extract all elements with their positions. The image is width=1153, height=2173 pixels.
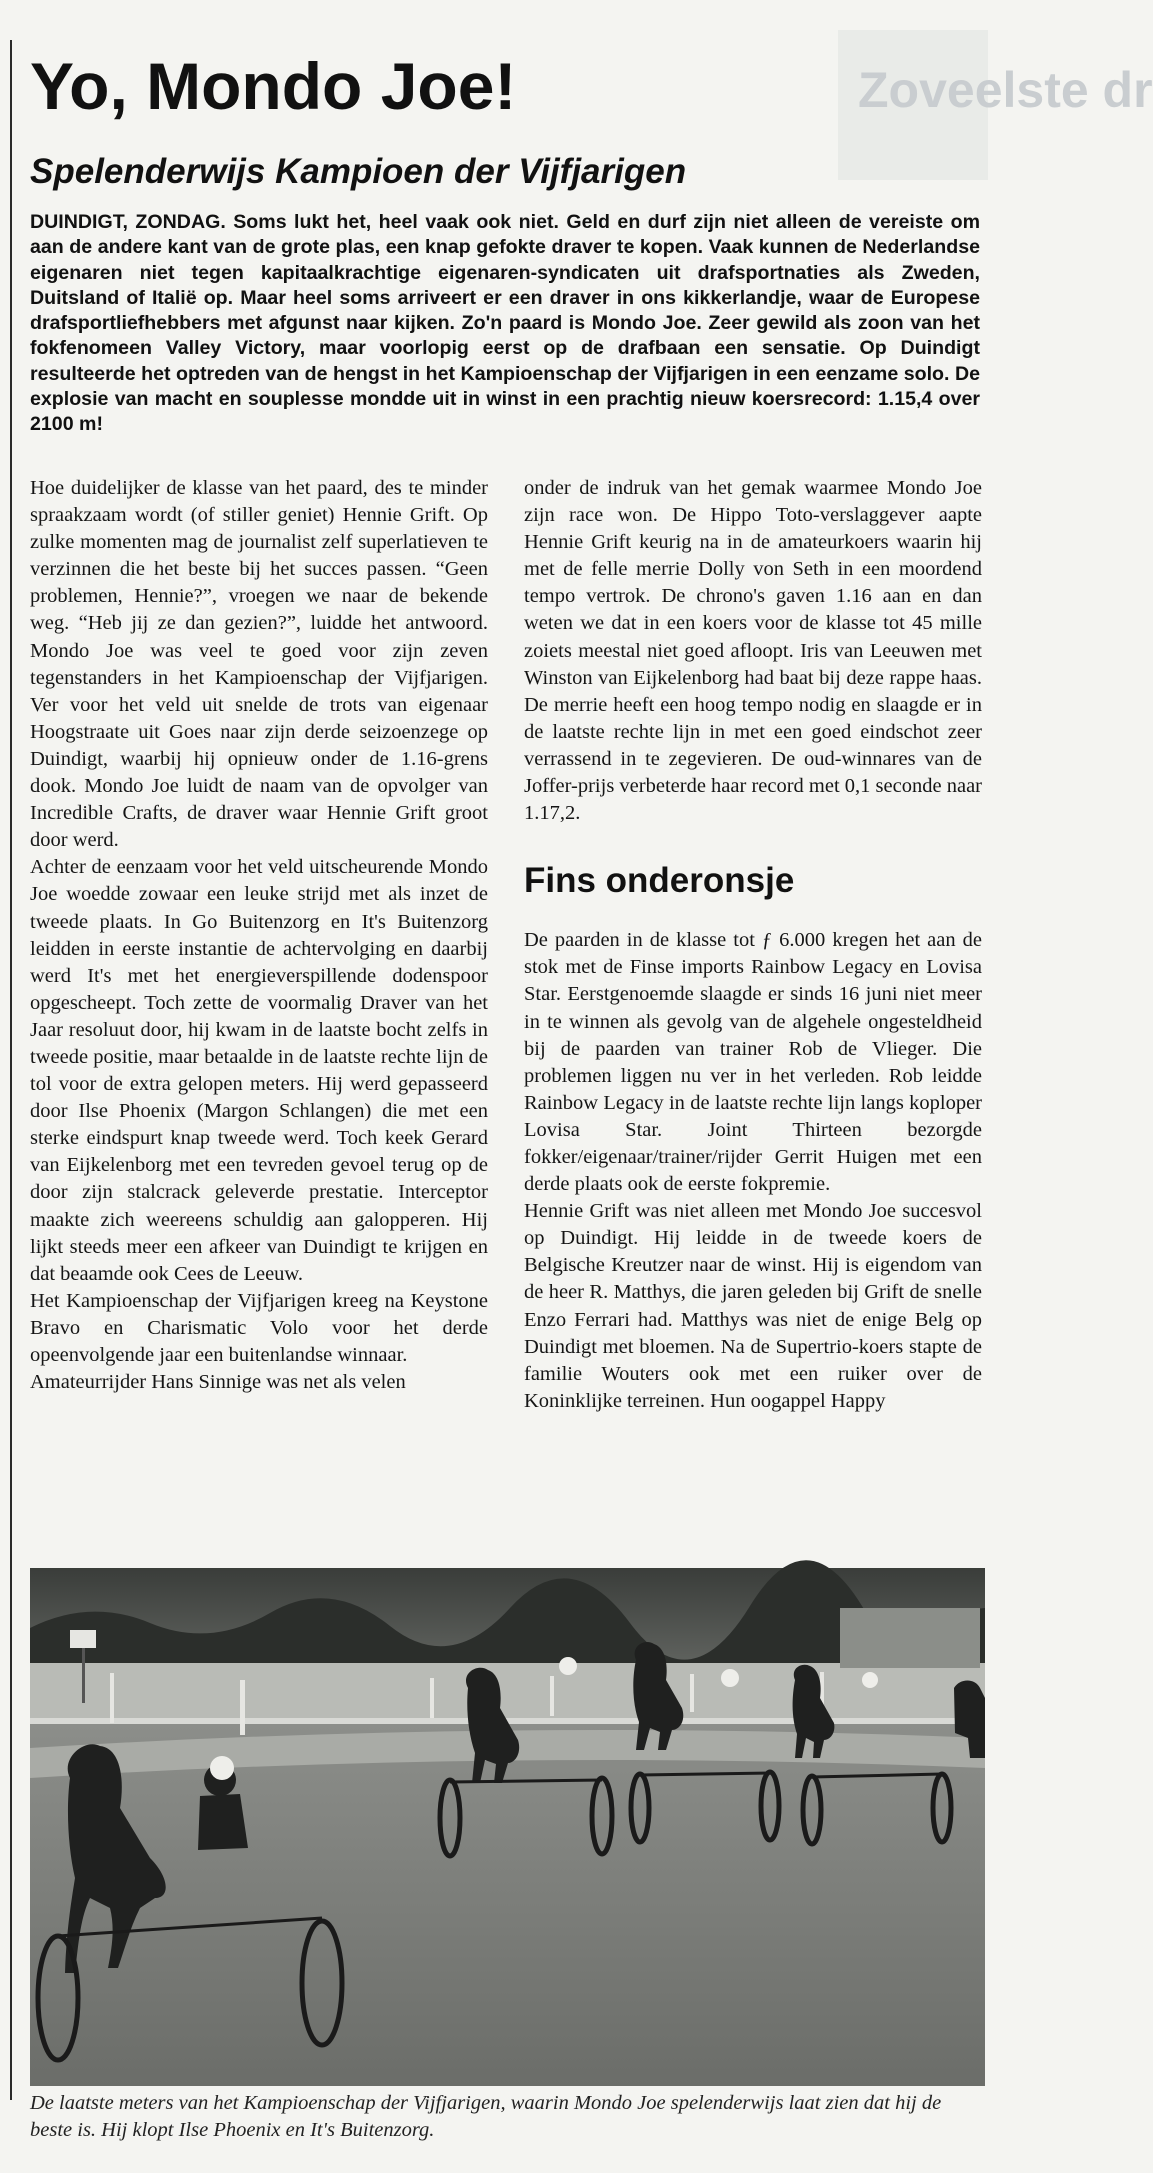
paragraph: Het Kampioenschap der Vijfjarigen kreeg na Keystone Bravo en Charismatic Volo voor het derde opeenvolgende jaar een buitenlandse winnaar. bbox=[30, 1289, 488, 1366]
adjacent-page-bleed bbox=[838, 30, 1153, 180]
paragraph: De paarden in de klasse tot ƒ 6.000 kregen het aan de stok met de Finse imports Rainbow Legacy en Lovisa Star. Eerstgenoemde slaagde er sinds 16 juni niet meer in te winnen als gevolg van de algehele ongesteldheid bij de paarden van trainer Rob de Vlieger. Die problemen liggen nu ver in het verleden. Rob leidde Rainbow Legacy in de laatste rechte lijn langs koploper Lovisa Star. Joint Thirteen bezorgde fokker/eigenaar/trainer/rijder Gerrit Huigen met een derde plaats ook de eerste fokpremie. bbox=[524, 929, 982, 1196]
photo-caption: De laatste meters van het Kampioenschap der Vijfjarigen, waarin Mondo Joe spelenderwijs laat zien dat hij de beste is. Hij klopt Ilse Phoenix en It's Buitenzorg. bbox=[30, 2092, 942, 2141]
adjacent-headline-fragment: Zoveelste dr bbox=[858, 62, 1153, 118]
body-column-left bbox=[30, 475, 488, 1396]
article-intro: DUINDIGT, ZONDAG. Soms lukt het, heel vaak ook niet. Geld en durf zijn niet alleen de vereiste om aan de andere kant van de grote plas, een knap gefokte draver te kopen. Vaak kunnen de Nederlandse eigenaren niet tegen kapitaalkrachtige eigenaren-syndicaten uit drafsportnaties als Zweden, Duitsland of Italië op. Maar heel soms arriveert er een draver in ons kikkerlandje, waar de Europese drafsportliefhebbers met afgunst naar kijken. Zo'n paard is Mondo Joe. Zeer gewild als zoon van het fokfenomeen Valley Victory, maar voorlopig eerst op de drafbaan een sensatie. Op Duindigt resulteerde het optreden van de hengst in het Kampioenschap der Vijfjarigen in een eenzame solo. De explosie van macht en souplesse mondde uit in winst in een prachtig nieuw koersrecord: 1.15,4 over 2100 m! bbox=[30, 211, 980, 436]
paragraph: Achter de eenzaam voor het veld uitscheurende Mondo Joe woedde zowaar een leuke strijd met als inzet de tweede plaats. In Go Buitenzorg en It's Buitenzorg leidden in eerste instantie de achtervolging en daarbij werd It's met het energieverspillende dodenspoor opgescheept. Toch zette de voormalig Draver van het Jaar resoluut door, hij kwam in de laatste bocht zelfs in tweede positie, maar betaalde in de laatste rechte lijn de tol voor de extra gelopen meters. Hij werd gepasseerd door Ilse Phoenix (Margon Schlangen) die met een sterke eindspurt knap tweede werd. Toch keek Gerard van Eijkelenborg met een tevreden gevoel terug op de door zijn stalcrack geleverde prestatie. Interceptor maakte zich weereens schuldig aan galopperen. Hij lijkt steeds meer een afkeer van Duindigt te krijgen en dat beaamde ook Cees de Leeuw. bbox=[30, 856, 488, 1285]
paragraph: onder de indruk van het gemak waarmee Mondo Joe zijn race won. De Hippo Toto-verslaggever aapte Hennie Grift keurig na in de amateurkoers waarin hij met de felle merrie Dolly von Seth in een moordend tempo vertrok. De chrono's gaven 1.16 aan en dan weten we dat in een koers voor de klasse tot 45 mille zoiets meestal niet goed afloopt. Iris van Leeuwen met Winston van Eijkelenborg had baat bij deze rappe haas. De merrie heeft een hoog tempo nodig en slaagde er in de laatste rechte lijn in met een goed eindschot zeer verrassend in te zegevieren. De oud-winnares van de Joffer-prijs verbeterde haar record met 0,1 seconde naar 1.17,2. bbox=[524, 477, 982, 825]
body-column-right bbox=[524, 475, 982, 1415]
article-subtitle: Spelenderwijs Kampioen der Vijfjarigen bbox=[30, 152, 687, 191]
paragraph: Hennie Grift was niet alleen met Mondo Joe succesvol op Duindigt. Hij leidde in de tweede koers de Belgische Kreutzer naar de winst. Hij is eigendom van de heer R. Matthys, die jaren geleden bij Grift de snelle Enzo Ferrari had. Matthys was niet de enige Belg op Duindigt met bloemen. Na de Supertrio-koers stapte de familie Wouters ook met een ruiker over de Koninklijke terreinen. Hun oogappel Happy bbox=[524, 1200, 982, 1412]
paragraph: Amateurrijder Hans Sinnige was net als velen bbox=[30, 1371, 406, 1394]
harness-race-photo bbox=[30, 1568, 985, 2086]
article-title: Yo, Mondo Joe! bbox=[30, 49, 517, 123]
paragraph: Hoe duidelijker de klasse van het paard, des te minder spraakzaam wordt (of stiller geniet) Hennie Grift. Op zulke momenten mag de journalist zelf superlatieven te verzinnen die het beste bij het succes passen. “Geen problemen, Hennie?”, vroegen we naar de bekende weg. “Heb jij ze dan gezien?”, luidde het antwoord. Mondo Joe was veel te goed voor zijn zeven tegenstanders in het Kampioenschap der Vijfjarigen. Ver voor het veld uit snelde de trots van eigenaar Hoogstraate uit Goes naar zijn derde seizoenzege op Duindigt, waarbij hij opnieuw onder de 1.16-grens dook. Mondo Joe luidt de naam van de opvolger van Incredible Crafts, de draver waar Hennie Grift groot door werd. bbox=[30, 477, 488, 852]
section-heading: Fins onderonsje bbox=[524, 861, 795, 901]
left-column-rule bbox=[10, 40, 12, 2100]
